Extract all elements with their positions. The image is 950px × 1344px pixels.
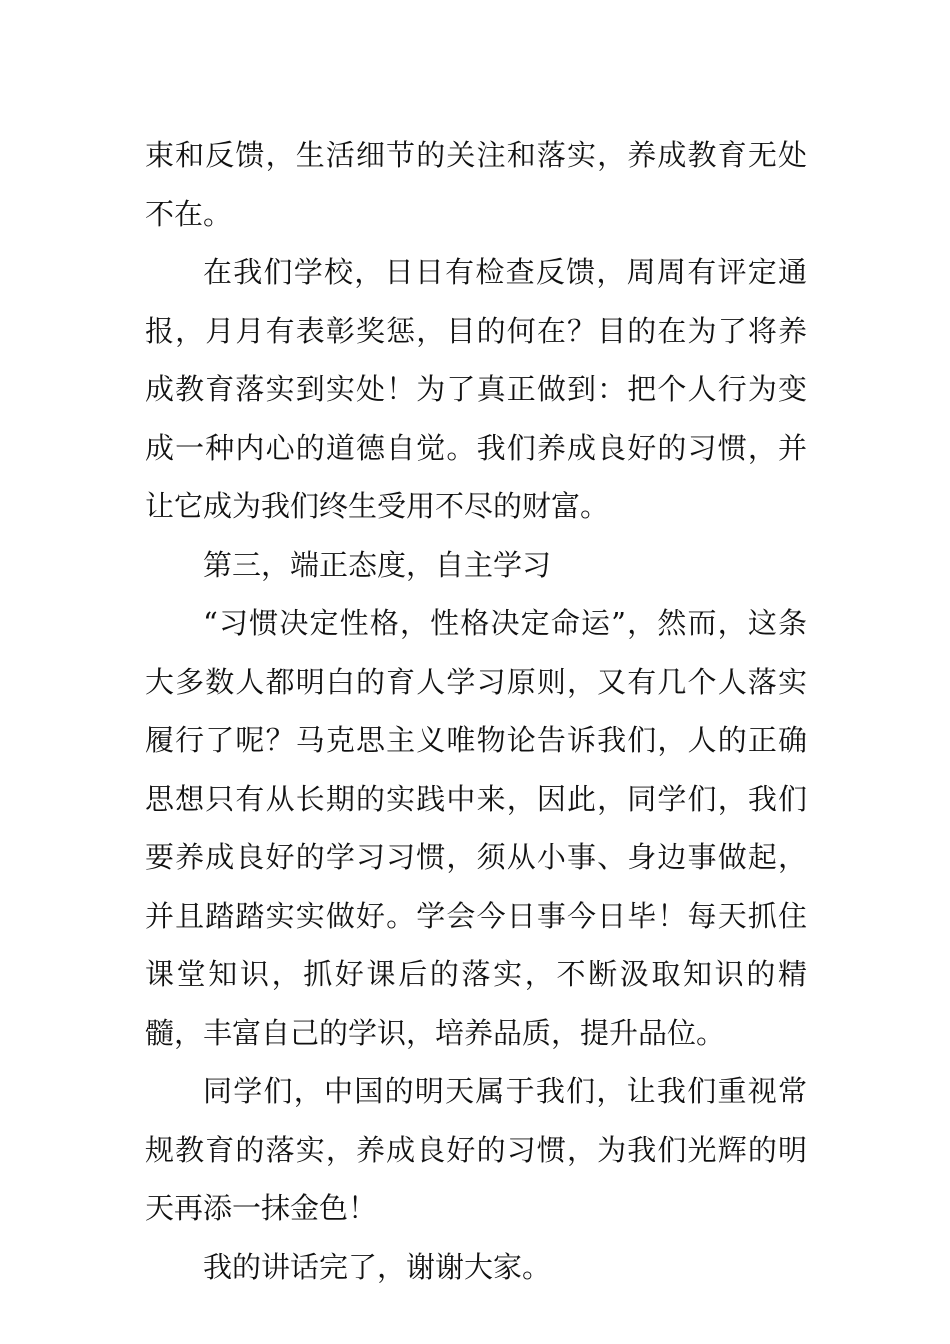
paragraph-habits-study: “习惯决定性格，性格决定命运”，然而，这条大多数人都明白的育人学习原则，又有几个人落实履行了呢？马克思主义唯物论告诉我们，人的正确思想只有从长期的实践中来，因此，同学们，我们要养成良好的学习习惯，须从小事、身边事做起，并且踏踏实实做好。学会今日事今日毕！每天抓住课堂知识，抓好课后的落实，不断汲取知识的精髓，丰富自己的学识，培养品质，提升品位。 [145,606,807,1050]
paragraph-closing: 我的讲话完了，谢谢大家。 [203,1249,552,1284]
paragraph-school-feedback: 在我们学校，日日有检查反馈，周周有评定通报，月月有表彰奖惩，目的何在？目的在为了将养成教育落实到实处！为了真正做到：把个人行为变成一种内心的道德自觉。我们养成良好的习惯，并让它成为我们终生受用不尽的财富。 [145,255,807,523]
paragraph-continuation: 束和反馈，生活细节的关注和落实，养成教育无处不在。 [145,138,807,231]
document-body [145,126,807,1296]
paragraph-call-to-action: 同学们，中国的明天属于我们，让我们重视常规教育的落实，养成良好的习惯，为我们光辉的明天再添一抹金色！ [145,1074,807,1225]
section-heading-third: 第三，端正态度，自主学习 [203,547,552,582]
